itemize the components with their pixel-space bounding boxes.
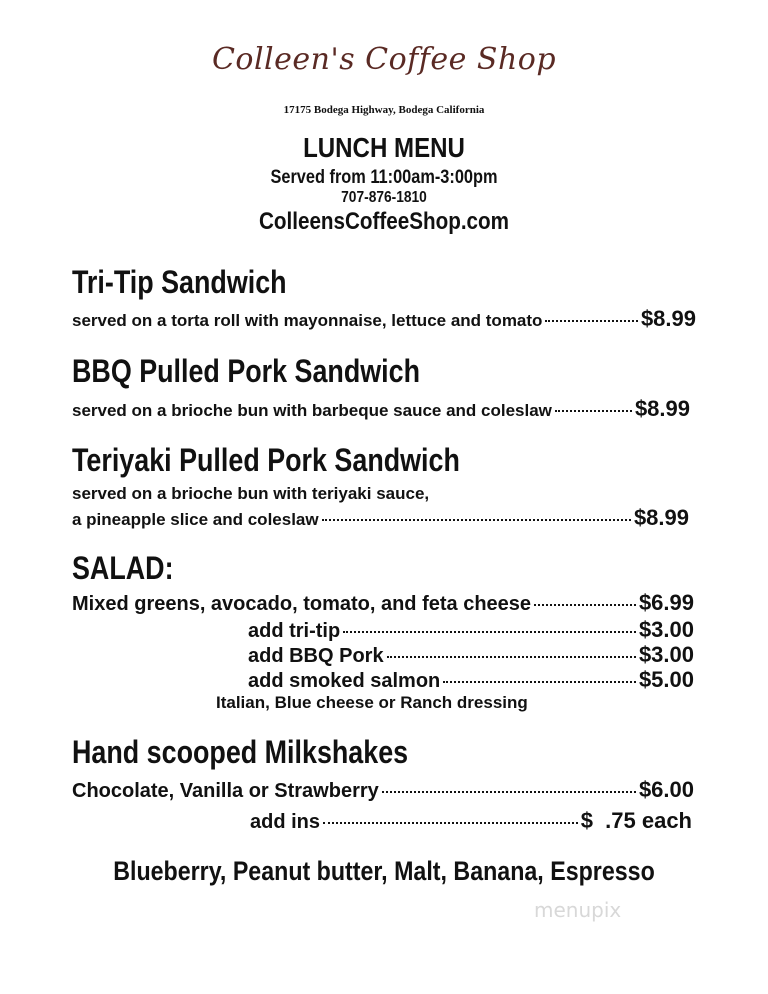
item-price: $6.99 — [638, 590, 694, 615]
item-title-bbq-pork: BBQ Pulled Pork Sandwich — [72, 353, 421, 389]
item-desc: Chocolate, Vanilla or Strawberry — [72, 780, 379, 802]
addon-label: add tri-tip — [248, 620, 341, 642]
item-price: $8.99 — [634, 396, 690, 421]
menu-row-add-bbq-pork — [248, 642, 694, 668]
watermark: menupix — [534, 898, 622, 922]
dot-leader — [443, 681, 636, 683]
address: 17175 Bodega Highway, Bodega California — [283, 104, 485, 116]
dot-leader — [323, 822, 578, 824]
item-title-teriyaki-pork: Teriyaki Pulled Pork Sandwich — [72, 442, 460, 478]
hours: Served from 11:00am-3:00pm — [270, 167, 498, 188]
dot-leader — [322, 519, 631, 521]
phone: 707-876-1810 — [341, 189, 427, 206]
item-price: $8.99 — [640, 306, 696, 331]
menu-row-teriyaki-pork — [72, 505, 689, 531]
dressing-options: Italian, Blue cheese or Ranch dressing — [216, 693, 528, 712]
addon-price: $5.00 — [638, 667, 694, 692]
item-desc-2: a pineapple slice and coleslaw — [72, 510, 319, 529]
item-price: $6.00 — [638, 777, 694, 802]
addon-label: add ins — [250, 811, 321, 833]
menu-row-add-tri-tip — [248, 617, 694, 643]
dot-leader — [387, 656, 636, 658]
item-desc: served on a brioche bun with barbeque sauce and coleslaw — [72, 401, 552, 420]
menu-row-add-salmon — [248, 667, 694, 693]
menu-row-milkshake — [72, 777, 694, 803]
menu-row-tri-tip — [72, 306, 696, 332]
milkshakes-heading: Hand scooped Milkshakes — [72, 734, 409, 770]
menu-row-bbq-pork — [72, 396, 690, 422]
addon-label: add BBQ Pork — [248, 645, 384, 667]
dot-leader — [534, 604, 636, 606]
milkshake-flavors: Blueberry, Peanut butter, Malt, Banana, Espresso — [113, 856, 655, 886]
menu-row-add-ins — [250, 808, 692, 834]
dot-leader — [555, 410, 632, 412]
addon-price: $3.00 — [638, 617, 694, 642]
item-desc: Mixed greens, avocado, tomato, and feta cheese — [72, 593, 532, 615]
item-title-tri-tip: Tri-Tip Sandwich — [72, 264, 287, 300]
item-desc: served on a brioche bun with teriyaki sauce, — [72, 484, 430, 503]
item-price: $8.99 — [633, 505, 689, 530]
menu-row-salad — [72, 590, 694, 616]
website: ColleensCoffeeShop.com — [258, 208, 510, 235]
dot-leader — [343, 631, 636, 633]
shop-name-logo: Colleen's Coffee Shop — [211, 42, 557, 77]
dot-leader — [545, 320, 638, 322]
dot-leader — [382, 791, 636, 793]
addon-price: $ .75 each — [580, 808, 692, 833]
item-desc: served on a torta roll with mayonnaise, lettuce and tomato — [72, 311, 543, 330]
menu-title: LUNCH MENU — [303, 132, 465, 163]
addon-price: $3.00 — [638, 642, 694, 667]
addon-label: add smoked salmon — [248, 670, 441, 692]
salad-heading: SALAD: — [72, 550, 174, 586]
